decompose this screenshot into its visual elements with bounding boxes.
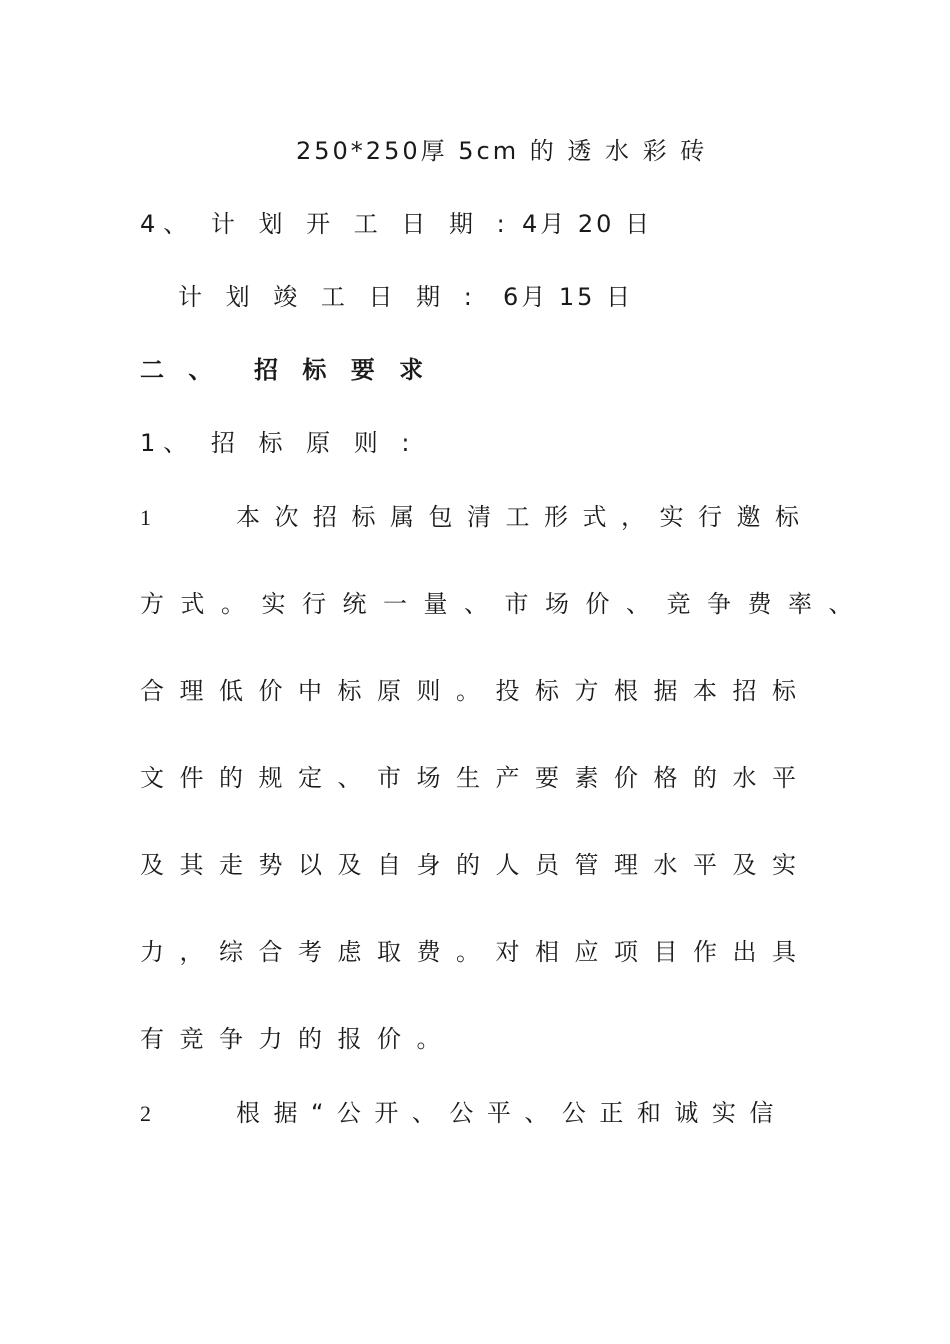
principle-1-line: 及其走势以及自身的人员管理水平及实 bbox=[140, 851, 812, 879]
principle-1-line: 有竞争力的报价。 bbox=[140, 1025, 456, 1053]
principle-2-text: 根据“公开、公平、公正和诚实信 bbox=[236, 1099, 787, 1127]
principle-1-line: 本次招标属包清工形式，实行邀标 bbox=[236, 503, 814, 531]
spec-line: 250*250厚 5cm 的 透 水 彩 砖 bbox=[296, 137, 708, 165]
principle-1-line: 力，综合考虑取费。对相应项目作出具 bbox=[140, 938, 812, 966]
item-one-label: 1、 招 标 原 则 : bbox=[140, 429, 418, 457]
section-two-title: 招 标 要 求 bbox=[254, 356, 432, 384]
end-date-value: 6月 15 日 bbox=[503, 283, 634, 311]
start-date-value: 4月 20 日 bbox=[522, 210, 653, 238]
principle-1-line: 文件的规定、市场生产要素价格的水平 bbox=[140, 764, 812, 792]
section-two-number: 二 、 bbox=[140, 356, 221, 384]
principle-1-line: 合理低价中标原则。投标方根据本招标 bbox=[140, 677, 812, 705]
principle-1-line: 方式。实行统一量、市场价、竞争费率、 bbox=[140, 590, 869, 618]
end-date-label: 计 划 竣 工 日 期 : bbox=[178, 283, 480, 311]
start-date-label: 4、 计 划 开 工 日 期 : bbox=[140, 210, 513, 238]
principle-1-number: 1 bbox=[140, 505, 151, 530]
principle-2-number: 2 bbox=[140, 1101, 151, 1126]
